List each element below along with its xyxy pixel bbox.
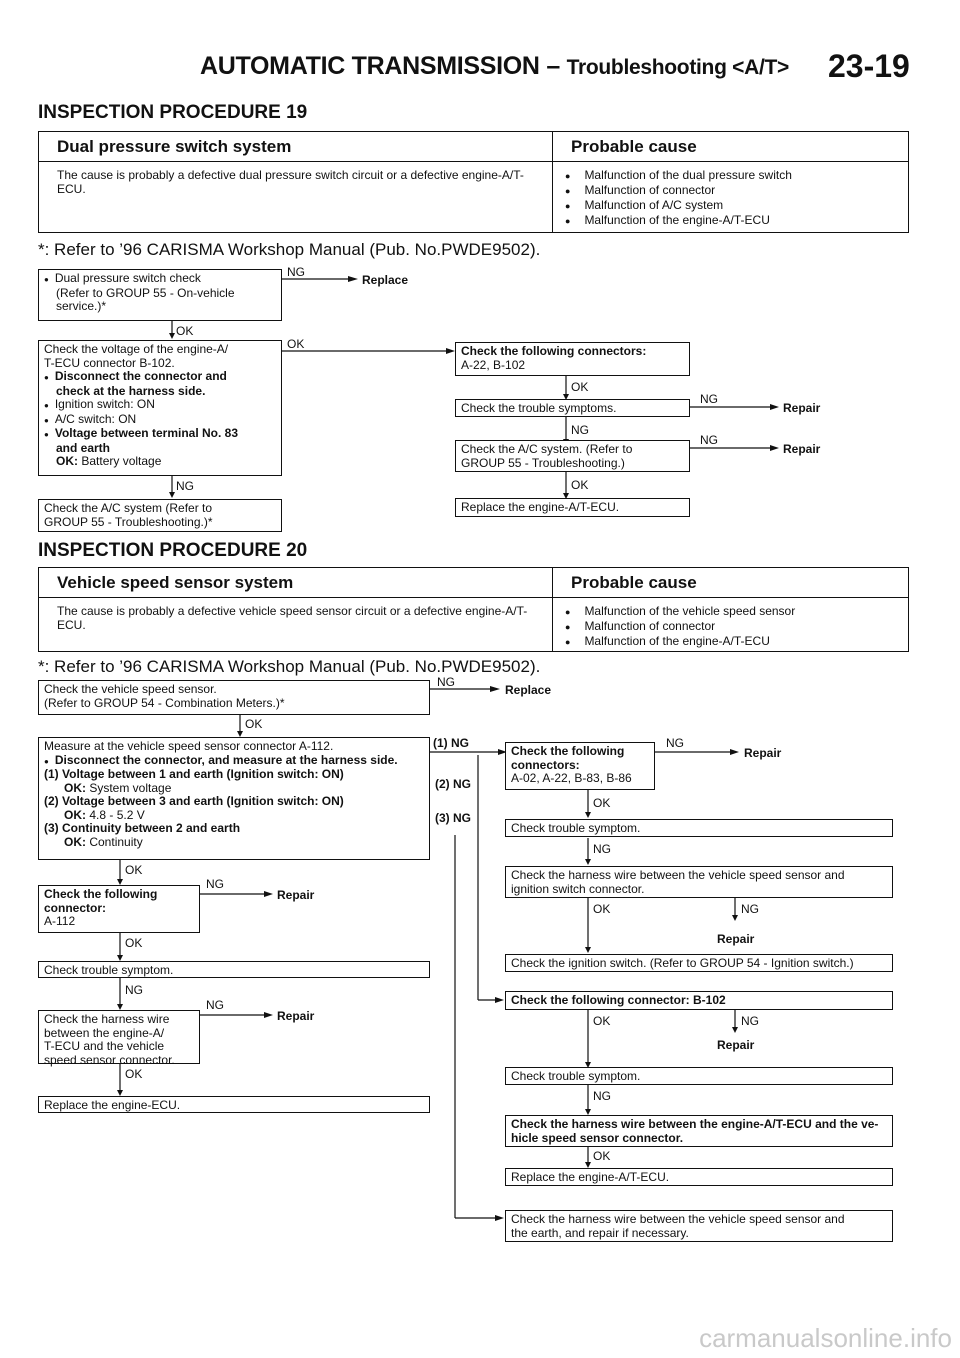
flow-step-replace-engine-ecu: Replace the engine-ECU. — [38, 1096, 430, 1113]
repair-action: Repair — [744, 746, 782, 760]
page-number: 23-19 — [828, 48, 910, 84]
step-text: Check the harness wire between the vehicle speed sensor and — [511, 1212, 845, 1226]
ok-criterion-label: OK: — [64, 807, 86, 822]
ok-label: OK — [245, 717, 263, 731]
step-text: Check the following — [511, 744, 625, 758]
step-text: check at the harness side. — [56, 383, 206, 398]
ng-label: NG — [593, 1089, 611, 1103]
ok-label: OK — [593, 1014, 611, 1028]
ng-label: NG — [571, 423, 589, 437]
step-text: Check the harness wire between the engine-A/T-ECU and the ve- — [511, 1117, 879, 1131]
step-text: GROUP 55 - Troubleshooting.) — [461, 455, 625, 470]
branch-label-3: (3) NG — [435, 811, 471, 825]
ok-criterion-value: Continuity — [89, 834, 143, 849]
step-text: Measure at the vehicle speed sensor connector A-112. — [44, 739, 334, 753]
ok-criterion-value: System voltage — [89, 780, 172, 795]
repair-action: Repair — [783, 442, 821, 456]
branch-label-2: (2) NG — [435, 777, 471, 791]
cause-item: ● Malfunction of the engine-A/T-ECU — [565, 634, 908, 649]
cause-item: ● Malfunction of the dual pressure switch — [565, 168, 908, 183]
flow-step-measure-connector — [38, 737, 430, 860]
symptom-title: Vehicle speed sensor system — [57, 573, 294, 592]
repair-action: Repair — [717, 932, 755, 946]
ng-label: NG — [206, 998, 224, 1012]
procedure-19-heading: INSPECTION PROCEDURE 19 — [38, 102, 308, 123]
ok-label: OK — [593, 1149, 611, 1163]
step-text: ● Voltage between terminal No. 83 — [44, 427, 276, 442]
ok-criterion-value: 4.8 - 5.2 V — [89, 807, 145, 822]
step-text: Check the A/C system. (Refer to — [461, 442, 633, 456]
step-text: (Refer to GROUP 54 - Combination Meters.)* — [44, 695, 285, 710]
step-text: ● A/C switch: ON — [44, 413, 276, 428]
repair-action: Repair — [277, 888, 315, 902]
step-text: Check the harness wire — [44, 1012, 170, 1026]
description-text: The cause is probably a defective vehicle speed sensor circuit or a defective engine-A/T-ECU. — [57, 604, 528, 632]
step-text: (1) Voltage between 1 and earth (Ignition switch: ON) — [44, 767, 344, 781]
step-text: Check the voltage of the engine-A/ — [44, 342, 229, 356]
step-text: between the engine-A/ — [44, 1025, 165, 1040]
flow-step-replace-ecu: Replace the engine-A/T-ECU. — [455, 498, 690, 517]
ok-label: OK — [125, 1067, 143, 1081]
step-text: Check the vehicle speed sensor. — [44, 682, 217, 696]
step-text: A-02, A-22, B-83, B-86 — [511, 771, 632, 785]
step-text: speed sensor connector. — [44, 1052, 175, 1067]
ng-label: NG — [666, 736, 684, 750]
flow-step-trouble-symptoms: Check the trouble symptoms. — [455, 399, 690, 417]
ng-label: NG — [125, 983, 143, 997]
step-text: (3) Continuity between 2 and earth — [44, 821, 241, 835]
step-text: A-22, B-102 — [461, 357, 526, 372]
step-text: (2) Voltage between 3 and earth (Ignition switch: ON) — [44, 794, 344, 808]
ng-label: NG — [700, 392, 718, 406]
step-text: T-ECU and the vehicle — [44, 1039, 165, 1053]
step-text: ● Dual pressure switch check — [44, 272, 276, 287]
flow-step-check-connector-b102: Check the following connector: B-102 — [505, 991, 893, 1010]
flow-step-check-trouble-symptom: Check trouble symptom. — [38, 961, 430, 978]
ng-label: NG — [700, 433, 718, 447]
ok-criterion-label: OK: — [64, 834, 86, 849]
cause-item: ● Malfunction of the engine-A/T-ECU — [565, 213, 908, 228]
watermark: carmanualsonline.info — [699, 1323, 952, 1353]
flow-step-replace-engine-at-ecu: Replace the engine-A/T-ECU. — [505, 1168, 893, 1186]
step-text: ● Disconnect the connector and — [44, 370, 276, 385]
flow-step-harness-ignition — [505, 866, 893, 898]
ok-label: OK — [125, 863, 143, 877]
flow-step-check-ignition-switch: Check the ignition switch. (Refer to GROUP 54 - Ignition switch.) — [505, 954, 893, 972]
ok-label: OK — [571, 380, 589, 394]
ng-label: NG — [593, 842, 611, 856]
flow-step-speed-sensor-check — [38, 680, 430, 715]
description-text: The cause is probably a defective dual pressure switch circuit or a defective engine-A/T-ECU. — [57, 168, 524, 196]
step-text: connectors: — [511, 757, 580, 772]
ok-label: OK — [571, 478, 589, 492]
ok-criterion-label: OK: — [64, 780, 86, 795]
repair-action: Repair — [277, 1009, 315, 1023]
flow-step-check-connectors-multi — [505, 742, 655, 790]
step-text: ● Disconnect the connector, and measure at the harness side. — [44, 754, 424, 769]
ok-label: OK — [176, 324, 194, 338]
cause-item: ● Malfunction of A/C system — [565, 198, 908, 213]
reference-note: *: Refer to ’96 CARISMA Workshop Manual (Pub. No.PWDE9502). — [38, 240, 541, 259]
step-text: the earth, and repair if necessary. — [511, 1225, 689, 1240]
step-text: ● Ignition switch: ON — [44, 398, 276, 413]
cause-item: ● Malfunction of connector — [565, 183, 908, 198]
header-title: AUTOMATIC TRANSMISSION — [200, 52, 540, 80]
symptom-title: Dual pressure switch system — [57, 137, 292, 156]
header-subtitle: Troubleshooting <A/T> — [566, 56, 789, 79]
reference-note: *: Refer to ’96 CARISMA Workshop Manual (Pub. No.PWDE9502). — [38, 657, 541, 676]
flow-step-check-connector-a112 — [38, 885, 200, 933]
step-text: Check the A/C system (Refer to — [44, 501, 213, 515]
ng-label: NG — [287, 265, 305, 279]
cause-title: Probable cause — [571, 137, 697, 156]
procedure-20-heading: INSPECTION PROCEDURE 20 — [38, 540, 308, 561]
replace-action: Replace — [362, 273, 409, 287]
step-text: connector: — [44, 900, 107, 915]
replace-action: Replace — [505, 683, 552, 697]
step-text: Check the following connectors: — [461, 344, 647, 358]
cause-item: ● Malfunction of the vehicle speed sensor — [565, 604, 908, 619]
step-text: ignition switch connector. — [511, 881, 645, 896]
flow-step-harness-ecu-sensor — [505, 1115, 893, 1147]
ng-label: NG — [206, 877, 224, 891]
ok-criterion-value: Battery voltage — [81, 454, 162, 468]
step-text: Check the harness wire between the vehicle speed sensor and — [511, 868, 845, 882]
step-text: A-112 — [44, 914, 76, 928]
cause-item: ● Malfunction of connector — [565, 619, 908, 634]
flow-step-trouble-symptom-right: Check trouble symptom. — [505, 819, 893, 837]
ng-label: NG — [437, 675, 455, 689]
header-dash: – — [546, 52, 560, 80]
repair-action: Repair — [717, 1038, 755, 1052]
repair-action: Repair — [783, 401, 821, 415]
step-text: service.)* — [56, 299, 107, 313]
flow-step-harness-sensor-earth — [505, 1210, 893, 1242]
step-text: hicle speed sensor connector. — [511, 1130, 684, 1145]
branch-label-1: (1) NG — [433, 736, 469, 750]
ok-label: OK — [287, 337, 305, 351]
flow-step-trouble-symptom-b102: Check trouble symptom. — [505, 1067, 893, 1085]
step-text: Check the following — [44, 887, 158, 901]
ok-criterion-label: OK: — [56, 454, 78, 468]
step-text: T-ECU connector B-102. — [44, 355, 175, 370]
ok-label: OK — [593, 902, 611, 916]
ok-label: OK — [125, 936, 143, 950]
step-text: and earth — [56, 440, 111, 455]
ng-label: NG — [741, 902, 759, 916]
step-text: GROUP 55 - Troubleshooting.)* — [44, 514, 213, 529]
ng-label: NG — [741, 1014, 759, 1028]
cause-title: Probable cause — [571, 573, 697, 592]
ok-label: OK — [593, 796, 611, 810]
ng-label: NG — [176, 479, 194, 493]
step-text: (Refer to GROUP 55 - On-vehicle — [56, 285, 235, 300]
flow-step-check-harness-ecu — [38, 1010, 200, 1067]
